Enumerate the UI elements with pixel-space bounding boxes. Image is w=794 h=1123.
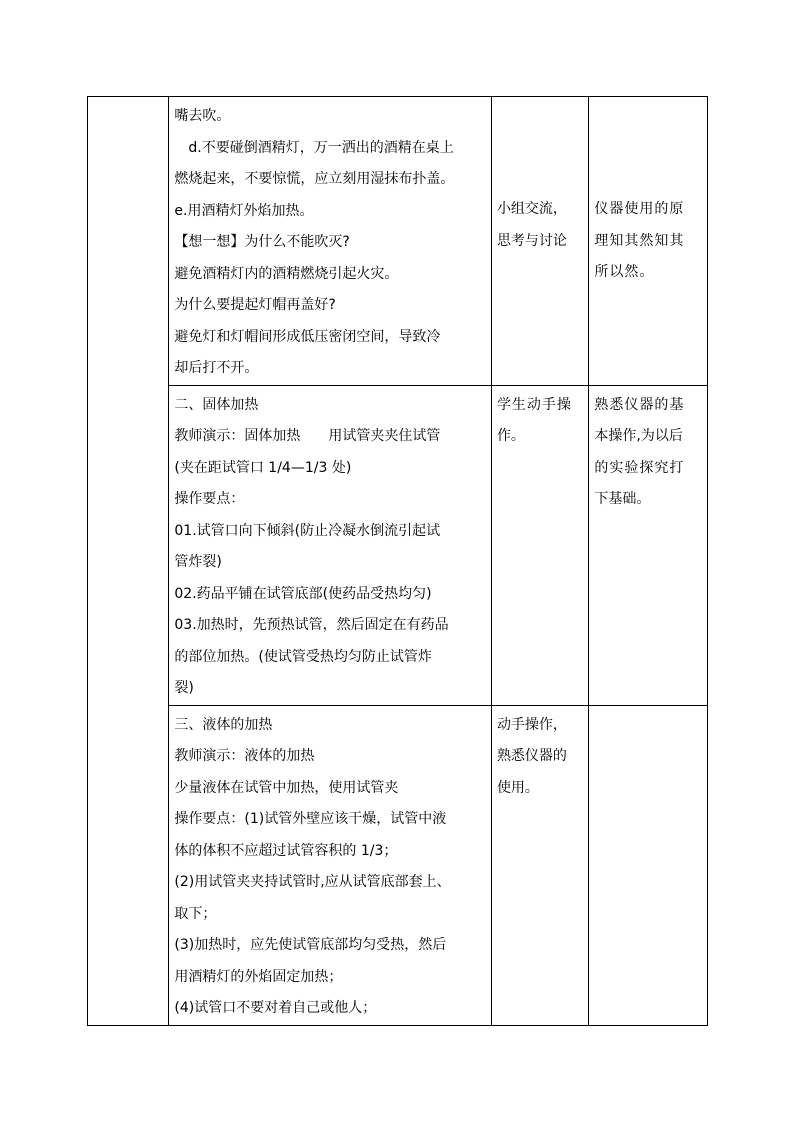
design-intent-row2 [589,386,707,516]
content-line: 少量液体在试管中加热，使用试管夹 [174,779,399,796]
student-activity-cell [491,385,588,705]
content-row2 [169,386,491,705]
content-line: 管炸裂) [174,554,222,570]
content-cell [169,705,492,1025]
student-activity-row2 [492,386,588,453]
design-intent-cell [589,97,708,386]
content-row3 [169,706,491,1025]
content-line: 01.试管口向下倾斜(防止冷凝水倒流引起试 [174,522,441,539]
intent-line: 的实验探究打 [594,459,685,476]
activity-line: 熟悉仪器的 [496,748,567,764]
table-row [88,97,708,386]
content-line: 用酒精灯的外焰固定加热； [174,968,343,985]
activity-line: 思考与讨论 [496,232,567,249]
design-intent-row1 [589,97,707,289]
lesson-plan-table [87,96,708,1026]
content-row1 [169,97,491,385]
content-line: (夹在距试管口 1/4—1/3 处) [174,459,352,476]
content-line: 燃烧起来，不要惊慌，应立刻用湿抹布扑盖。 [174,171,455,187]
content-line: (3)加热时，应先使试管底部均匀受热，然后 [174,937,447,953]
content-line: (4)试管口不要对着自己或他人； [174,1000,377,1016]
table-row [88,705,708,1025]
content-line: 的部位加热。(使试管受热均匀防止试管炸 [174,648,432,665]
content-line: 为什么要提起灯帽再盖好? [174,297,336,313]
student-activity-cell [491,705,588,1025]
activity-line: 使用。 [496,779,539,796]
student-activity-cell [491,97,588,386]
content-line: 取下； [174,905,217,922]
activity-line: 小组交流， [496,201,567,217]
intent-line: 本操作,为以后 [594,428,683,444]
content-line: 避免酒精灯内的酒精燃烧引起火灾。 [174,265,399,282]
content-line: 嘴去吹。 [174,108,231,124]
intent-line: 熟悉仪器的基 [594,396,685,413]
intent-line: 所以然。 [594,264,655,280]
content-cell [169,385,492,705]
design-intent-row3 [589,706,707,710]
content-line: 02.药品平铺在试管底部(使药品受热均匀) [174,585,432,602]
content-line: 03.加热时，先预热试管，然后固定在有药品 [174,617,449,633]
content-line: 避免灯和灯帽间形成低压密闭空间，导致冷 [174,328,441,345]
content-line: 操作要点：(1)试管外壁应该干燥，试管中液 [174,811,447,827]
design-intent-cell [589,385,708,705]
blank-left-cell [88,97,169,1026]
content-line: (2)用试管夹夹持试管时,应从试管底部套上、 [174,874,451,890]
design-intent-cell [589,705,708,1025]
table-row [88,385,708,705]
content-line: 三、液体的加热 [174,716,273,733]
content-line: d.不要碰倒酒精灯，万一洒出的酒精在桌上 [188,139,454,156]
activity-line: 动手操作， [496,716,567,733]
content-line: 【想一想】为什么不能吹灭? [174,234,350,250]
intent-line: 仪器使用的原 [594,201,685,217]
student-activity-row3 [492,706,588,805]
intent-line: 理知其然知其 [594,232,685,249]
content-line: 却后打不开。 [174,360,259,376]
activity-line: 学生动手操 [496,396,572,413]
content-line: 二、固体加热 [174,396,259,413]
content-line: e.用酒精灯外焰加热。 [174,202,314,219]
content-line: 教师演示：液体的加热 [174,748,315,764]
content-line: 裂) [174,680,194,696]
content-line: 教师演示：固体加热 用试管夹夹住试管 [174,428,441,444]
content-line: 体的体积不应超过试管容积的 1/3； [174,842,398,859]
activity-line: 作。 [496,428,525,444]
content-cell [169,97,492,386]
intent-line: 下基础。 [594,491,651,507]
student-activity-row1 [492,97,588,257]
content-line: 操作要点： [174,491,245,507]
